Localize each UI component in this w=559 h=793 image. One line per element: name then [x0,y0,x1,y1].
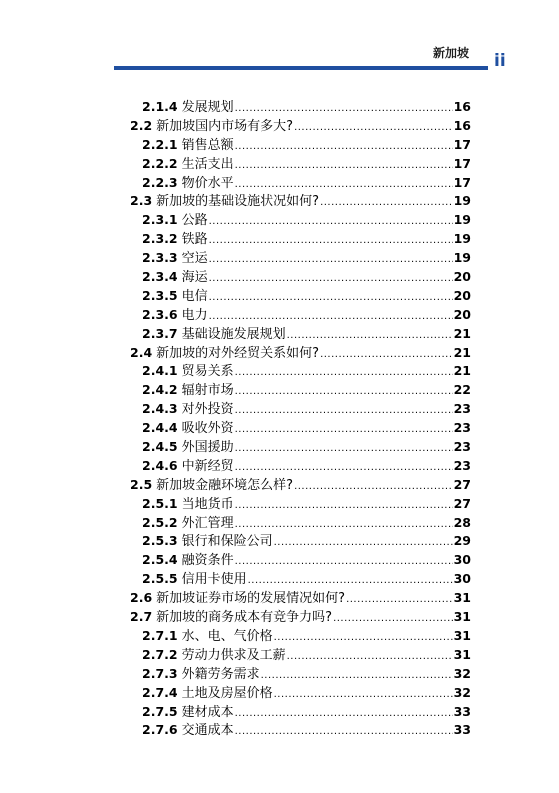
toc-section-number: 2.3 [130,193,153,209]
toc-page-number: 23 [453,439,471,455]
toc-page-number: 21 [453,344,471,360]
toc-section-title: 中新经贸 [181,458,234,474]
toc-section-title: 辐射市场 [181,383,234,399]
toc-entry[interactable] [130,646,471,665]
toc-page-number: 32 [453,684,471,700]
toc-section-title: 贸易关系 [181,364,234,380]
toc-dot-leader [235,100,453,119]
toc-page-number: 19 [453,231,471,247]
toc-page-number: 30 [453,552,471,568]
toc-section-number: 2.3.6 [142,306,178,322]
toc-entry[interactable] [130,174,471,193]
toc-section-title: 新加坡证券市场的发展情况如何? [156,591,346,607]
toc-page-number: 23 [453,401,471,417]
toc-dot-leader [209,308,453,327]
toc-page-number: 20 [453,306,471,322]
toc-entry[interactable] [130,211,471,230]
toc-dot-leader [235,459,453,478]
toc-section-title: 新加坡的基础设施状况如何? [156,194,320,210]
toc-page-number: 22 [453,382,471,398]
toc-dot-leader [235,364,453,383]
toc-entry[interactable] [130,684,471,703]
toc-dot-leader [235,383,453,402]
toc-section-number: 2.4.2 [142,382,178,398]
toc-entry[interactable] [130,589,471,608]
toc-dot-leader [209,232,453,251]
toc-dot-leader [235,497,453,516]
toc-section-title: 劳动力供求及工薪 [181,647,286,663]
toc-dot-leader [235,440,453,459]
toc-page-number: 31 [453,590,471,606]
toc-dot-leader [248,572,453,591]
toc-entry[interactable] [130,703,471,722]
toc-section-number: 2.5.2 [142,514,178,530]
toc-section-title: 水、电、气价格 [181,628,273,644]
toc-dot-leader [235,553,453,572]
toc-section-title: 铁路 [181,232,208,248]
toc-entry[interactable] [130,438,471,457]
toc-section-number: 2.4.4 [142,420,178,436]
toc-entry[interactable] [130,325,471,344]
toc-entry[interactable] [130,287,471,306]
toc-section-number: 2.7.6 [142,722,178,738]
toc-section-number: 2.1.4 [142,99,178,114]
toc-page-number: 20 [453,287,471,303]
toc-section-number: 2.3.7 [142,325,178,341]
toc-section-title: 销售总额 [181,137,234,153]
toc-dot-leader [294,119,453,138]
toc-page-number: 21 [453,363,471,379]
toc-dot-leader [320,194,453,213]
toc-page-number: 19 [453,193,471,209]
toc-section-title: 发展规划 [181,100,234,115]
toc-section-title: 外国援助 [181,440,234,456]
toc-entry[interactable] [130,306,471,325]
toc-section-number: 2.5.4 [142,552,178,568]
toc-page-number: 33 [453,722,471,738]
toc-section-title: 电力 [181,307,208,323]
toc-page-number: 23 [453,457,471,473]
toc-section-number: 2.4.1 [142,363,178,379]
toc-page-number: 19 [453,250,471,266]
toc-page-number: 31 [453,646,471,662]
toc-page-number: 20 [453,269,471,285]
toc-section-number: 2.3.5 [142,287,178,303]
toc-section-number: 2.4 [130,344,153,360]
toc-section-number: 2.2.2 [142,155,178,171]
page-number: ii [494,51,506,71]
toc-dot-leader [235,516,453,535]
toc-section-title: 生活支出 [181,156,234,172]
toc-dot-leader [287,648,453,667]
toc-page-number: 27 [453,476,471,492]
toc-dot-leader [346,591,453,610]
toc-section-title: 建材成本 [181,704,234,720]
toc-section-title: 外籍劳务需求 [181,666,260,682]
toc-section-number: 2.5.5 [142,571,178,587]
toc-section-title: 对外投资 [181,402,234,418]
toc-entry[interactable] [130,155,471,174]
toc-page-number: 17 [453,174,471,190]
toc-entry[interactable] [130,136,471,155]
toc-entry[interactable] [130,570,471,589]
toc-entry[interactable] [130,721,471,740]
toc-section-number: 2.3.4 [142,269,178,285]
toc-page-number: 21 [453,325,471,341]
toc-dot-leader [274,686,453,705]
toc-entry[interactable] [130,495,471,514]
toc-entry[interactable] [130,419,471,438]
toc-section-number: 2.4.5 [142,439,178,455]
toc-dot-leader [209,213,453,232]
toc-dot-leader [261,667,453,686]
toc-section-number: 2.5.1 [142,495,178,511]
toc-dot-leader [287,327,453,346]
toc-entry[interactable] [130,362,471,381]
toc-section-number: 2.5 [130,476,153,492]
toc-dot-leader [320,346,453,365]
toc-section-number: 2.4.6 [142,457,178,473]
toc-dot-leader [209,270,453,289]
toc-section-number: 2.2 [130,117,153,133]
toc-section-title: 新加坡金融环境怎么样? [156,477,294,493]
toc-entry[interactable] [130,551,471,570]
toc-dot-leader [235,705,453,724]
toc-section-title: 新加坡的商务成本有竞争力吗? [156,610,333,626]
toc-section-number: 2.7.1 [142,627,178,643]
toc-section-title: 当地货币 [181,496,234,512]
toc-entry[interactable] [130,381,471,400]
toc-section-number: 2.7 [130,609,153,625]
toc-entry[interactable] [130,514,471,533]
toc-section-number: 2.3.1 [142,212,178,228]
toc-entry[interactable] [130,249,471,268]
toc-section-title: 空运 [181,251,208,267]
toc-section-number: 2.7.5 [142,703,178,719]
toc-page-number: 19 [453,212,471,228]
toc-page-number: 23 [453,420,471,436]
toc-dot-leader [209,289,453,308]
toc-section-number: 2.2.1 [142,136,178,152]
toc-dot-leader [235,402,453,421]
toc-entry[interactable] [130,400,471,419]
toc-section-title: 物价水平 [181,175,234,191]
toc-section-number: 2.7.4 [142,684,178,700]
toc-page-number: 16 [453,117,471,133]
toc-page-number: 17 [453,136,471,152]
toc-section-title: 交通成本 [181,723,234,739]
toc-dot-leader [235,138,453,157]
toc-page-number: 17 [453,155,471,171]
toc-section-title: 电信 [181,288,208,304]
toc-entry[interactable] [130,627,471,646]
toc-section-title: 新加坡的对外经贸关系如何? [156,345,320,361]
toc-entry[interactable] [130,117,471,136]
toc-section-number: 2.7.2 [142,646,178,662]
toc-entry[interactable] [130,532,471,551]
toc-entry[interactable] [130,98,471,117]
toc-page-number: 16 [453,99,471,114]
toc-dot-leader [235,723,453,742]
toc-page-number: 27 [453,495,471,511]
toc-section-title: 公路 [181,213,208,229]
toc-section-title: 基础设施发展规划 [181,326,286,342]
toc-page-number: 31 [453,627,471,643]
toc-page-number: 33 [453,703,471,719]
toc-dot-leader [235,157,453,176]
toc-entry[interactable] [130,192,471,211]
toc-dot-leader [274,534,453,553]
toc-dot-leader [333,610,453,629]
toc-entry[interactable] [130,608,471,627]
toc-section-number: 2.4.3 [142,401,178,417]
toc-entry[interactable] [130,665,471,684]
toc-dot-leader [274,629,453,648]
toc-page-number: 29 [453,533,471,549]
toc-section-title: 海运 [181,270,208,286]
toc-section-number: 2.6 [130,590,153,606]
toc-section-title: 融资条件 [181,553,234,569]
running-header-title: 新加坡 [433,46,470,60]
toc-entry[interactable] [130,230,471,249]
toc-entry[interactable] [130,344,471,363]
table-of-contents [130,98,471,740]
toc-entry[interactable] [130,457,471,476]
toc-section-title: 新加坡国内市场有多大? [156,118,294,134]
toc-section-number: 2.7.3 [142,665,178,681]
toc-dot-leader [209,251,453,270]
toc-page-number: 31 [453,609,471,625]
toc-section-title: 银行和保险公司 [181,534,273,550]
toc-entry[interactable] [130,268,471,287]
toc-section-number: 2.2.3 [142,174,178,190]
toc-entry[interactable] [130,476,471,495]
toc-section-number: 2.5.3 [142,533,178,549]
toc-section-title: 信用卡使用 [181,572,247,588]
toc-section-title: 外汇管理 [181,515,234,531]
toc-dot-leader [294,478,453,497]
toc-section-title: 吸收外资 [181,421,234,437]
toc-section-title: 土地及房屋价格 [181,685,273,701]
toc-dot-leader [235,421,453,440]
toc-page-number: 28 [453,514,471,530]
toc-page-number: 32 [453,665,471,681]
header-rule [114,66,488,70]
toc-section-number: 2.3.2 [142,231,178,247]
toc-page-number: 30 [453,571,471,587]
toc-dot-leader [235,176,453,195]
toc-section-number: 2.3.3 [142,250,178,266]
